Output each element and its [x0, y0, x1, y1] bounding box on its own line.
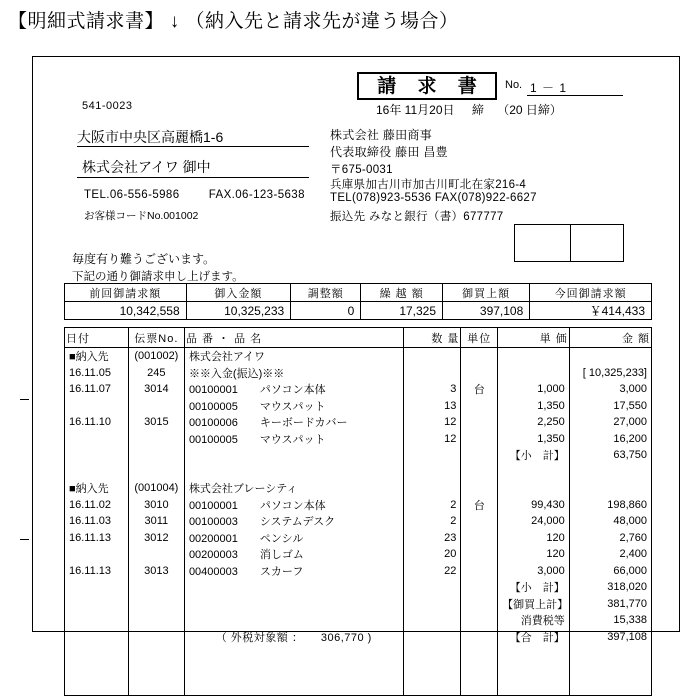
cell-price: 【御買上計】 — [498, 596, 570, 613]
cell-amount: 63,750 — [569, 447, 651, 464]
cell-date: 16.11.13 — [65, 563, 129, 580]
cell-slip — [128, 546, 184, 563]
detail-header-item: 品 番 ・ 品 名 — [184, 328, 403, 348]
cell-unit — [461, 579, 498, 596]
cell-slip: 3011 — [128, 513, 184, 530]
document-no-rule — [527, 95, 623, 96]
cell-slip — [128, 579, 184, 596]
recipient-tel: TEL.06-556-5986 — [84, 189, 180, 201]
cell-price — [498, 480, 570, 497]
cell-date: 16.11.05 — [65, 365, 129, 382]
cell-date: 16.11.03 — [65, 513, 129, 530]
detail-header-row — [65, 328, 652, 348]
cell-qty — [403, 365, 461, 382]
cell-slip — [128, 645, 184, 662]
recipient-zip: 541-0023 — [82, 100, 133, 112]
cell-item — [184, 596, 403, 613]
cell-slip: (001004) — [128, 480, 184, 497]
cell-unit — [461, 546, 498, 563]
table-row — [65, 431, 652, 448]
cell-slip — [128, 662, 184, 679]
cell-unit — [461, 464, 498, 481]
cell-item: 00100001 パソコン本体 — [184, 497, 403, 514]
cell-item: 00200003 消しゴム — [184, 546, 403, 563]
summary-header-cell: 調整額 — [291, 284, 361, 302]
cell-date — [65, 546, 129, 563]
detail-header-amount: 金 額 — [569, 328, 651, 348]
cell-price — [498, 662, 570, 679]
cell-slip: 3010 — [128, 497, 184, 514]
cell-item: 00100001 パソコン本体 — [184, 381, 403, 398]
cell-item — [184, 662, 403, 679]
cell-amount: 381,770 — [569, 596, 651, 613]
summary-value-cell: 397,108 — [443, 302, 530, 320]
issue-date: 16年 11月20日 — [376, 103, 455, 117]
cell-slip: (001002) — [128, 348, 184, 365]
recipient-name-rule — [77, 177, 309, 178]
cell-qty: 22 — [403, 563, 461, 580]
cell-unit — [461, 563, 498, 580]
cell-date: 16.11.13 — [65, 530, 129, 547]
cell-price: 2,250 — [498, 414, 570, 431]
cell-item: 00100005 マウスパット — [184, 398, 403, 415]
table-row — [65, 546, 652, 563]
cell-qty — [403, 464, 461, 481]
recipient-contact — [84, 189, 305, 201]
recipient-address: 大阪市中央区高麗橋1-6 — [77, 129, 224, 145]
issuer-zip: 〒675-0031 — [330, 164, 393, 176]
cell-unit — [461, 431, 498, 448]
table-row — [65, 678, 652, 695]
cell-date — [65, 662, 129, 679]
cell-item — [184, 447, 403, 464]
cell-item: 株式会社アイワ — [184, 348, 403, 365]
cell-qty: 20 — [403, 546, 461, 563]
cell-slip — [128, 678, 184, 695]
cell-price: 99,430 — [498, 497, 570, 514]
cell-item: 00100003 システムデスク — [184, 513, 403, 530]
cell-price: 【小 計】 — [498, 447, 570, 464]
cell-price — [498, 464, 570, 481]
cell-price — [498, 645, 570, 662]
table-row — [65, 563, 652, 580]
table-row — [65, 612, 652, 629]
summary-header-cell: 御入金額 — [186, 284, 291, 302]
cell-price: 1,350 — [498, 431, 570, 448]
cell-slip — [128, 629, 184, 646]
cell-price: 120 — [498, 546, 570, 563]
cell-date — [65, 596, 129, 613]
cell-unit — [461, 678, 498, 695]
issuer-address: 兵庫県加古川市加古川町北在家216-4 — [330, 179, 527, 191]
cell-amount: 66,000 — [569, 563, 651, 580]
cell-price — [498, 365, 570, 382]
cell-amount: 3,000 — [569, 381, 651, 398]
detail-header-date: 日付 — [65, 328, 129, 348]
table-row — [65, 480, 652, 497]
cell-qty — [403, 579, 461, 596]
cell-amount: 17,550 — [569, 398, 651, 415]
cell-unit — [461, 612, 498, 629]
cell-date — [65, 579, 129, 596]
cell-amount: 198,860 — [569, 497, 651, 514]
cell-amount: 15,338 — [569, 612, 651, 629]
table-row — [65, 596, 652, 613]
cell-price: 3,000 — [498, 563, 570, 580]
cell-date — [65, 612, 129, 629]
cell-unit — [461, 629, 498, 646]
cell-unit — [461, 414, 498, 431]
stamp-box — [514, 224, 624, 262]
summary-value-row — [65, 302, 652, 320]
stamp-box-divider — [570, 225, 571, 261]
crop-mark-left-1 — [20, 399, 29, 400]
summary-value-cell: 17,325 — [361, 302, 443, 320]
cell-date — [65, 431, 129, 448]
cell-qty — [403, 480, 461, 497]
cell-qty — [403, 447, 461, 464]
summary-value-cell: 0 — [291, 302, 361, 320]
cell-price: 消費税等 — [498, 612, 570, 629]
cell-qty: 12 — [403, 414, 461, 431]
cell-amount: 27,000 — [569, 414, 651, 431]
cell-slip: 3015 — [128, 414, 184, 431]
cell-price: 【小 計】 — [498, 579, 570, 596]
closing-label: 締 — [471, 103, 484, 117]
cell-item: 株式会社ブレーシティ — [184, 480, 403, 497]
recipient-address-rule — [77, 146, 309, 147]
cell-price: 24,000 — [498, 513, 570, 530]
document-no-label: No. — [505, 79, 523, 91]
table-row — [65, 348, 652, 365]
summary-header-cell: 御買上額 — [443, 284, 530, 302]
cell-item — [184, 464, 403, 481]
cell-item: 00100005 マウスパット — [184, 431, 403, 448]
detail-header-qty: 数 量 — [403, 328, 461, 348]
detail-table — [64, 327, 652, 696]
detail-header-unit: 単位 — [461, 328, 498, 348]
issuer-bank: 振込先 みなと銀行（書）677777 — [330, 211, 504, 223]
cell-unit — [461, 596, 498, 613]
cell-amount: 16,200 — [569, 431, 651, 448]
cell-qty — [403, 596, 461, 613]
detail-header-slip: 伝票No. — [128, 328, 184, 348]
cell-amount: [ 10,325,233] — [569, 365, 651, 382]
table-row — [65, 464, 652, 481]
table-row — [65, 497, 652, 514]
cell-item — [184, 579, 403, 596]
table-row — [65, 645, 652, 662]
detail-header-price: 単 価 — [498, 328, 570, 348]
summary-header-cell: 繰 越 額 — [361, 284, 443, 302]
summary-header-cell: 今回御請求額 — [530, 284, 652, 302]
summary-header-row — [65, 284, 652, 302]
cell-unit — [461, 447, 498, 464]
cell-unit — [461, 513, 498, 530]
cell-item: ※※入金(振込)※※ — [184, 365, 403, 382]
cell-price — [498, 348, 570, 365]
cell-qty — [403, 678, 461, 695]
cell-item: 00100006 キーボードカバー — [184, 414, 403, 431]
summary-value-cell: 10,325,233 — [186, 302, 291, 320]
cell-amount — [569, 480, 651, 497]
cell-qty: 3 — [403, 381, 461, 398]
cell-item — [184, 645, 403, 662]
issue-date-line — [376, 101, 562, 118]
cell-date — [65, 678, 129, 695]
cell-slip — [128, 398, 184, 415]
cell-amount — [569, 678, 651, 695]
cell-unit: 台 — [461, 497, 498, 514]
cell-slip: 3013 — [128, 563, 184, 580]
cell-unit — [461, 398, 498, 415]
recipient-fax: FAX.06-123-5638 — [208, 189, 305, 201]
cell-price: 120 — [498, 530, 570, 547]
table-row — [65, 381, 652, 398]
cell-slip — [128, 612, 184, 629]
cell-date: 16.11.02 — [65, 497, 129, 514]
document-no-value: 1 － 1 — [530, 81, 568, 95]
cell-date — [65, 447, 129, 464]
detail-body — [65, 348, 652, 696]
cell-unit — [461, 530, 498, 547]
cell-qty: 23 — [403, 530, 461, 547]
cell-date — [65, 464, 129, 481]
cell-price: 1,350 — [498, 398, 570, 415]
table-row — [65, 579, 652, 596]
cell-unit — [461, 480, 498, 497]
table-row — [65, 398, 652, 415]
summary-header-cell: 前回御請求額 — [65, 284, 187, 302]
summary-value-cell: 10,342,558 — [65, 302, 187, 320]
cell-amount: 2,760 — [569, 530, 651, 547]
recipient-name: 株式会社アイワ 御中 — [82, 159, 211, 175]
cell-qty — [403, 612, 461, 629]
issuer-representative: 代表取締役 藤田 昌豊 — [330, 145, 448, 159]
greeting-line-1: 毎度有り難うございます。 — [72, 252, 216, 266]
cell-date — [65, 629, 129, 646]
cell-item: 00400003 スカーフ — [184, 563, 403, 580]
cell-item: 00200001 ペンシル — [184, 530, 403, 547]
cell-date — [65, 645, 129, 662]
cell-price — [498, 678, 570, 695]
cell-amount: 2,400 — [569, 546, 651, 563]
page-title: 【明細式請求書】 ↓ （納入先と請求先が違う場合） — [8, 11, 459, 32]
cell-slip — [128, 596, 184, 613]
cell-amount: 318,020 — [569, 579, 651, 596]
summary-value-cell: ￥414,433 — [530, 302, 652, 320]
cell-qty: 13 — [403, 398, 461, 415]
cell-item: （ 外税対象額 ： 306,770 ) — [184, 629, 403, 646]
cell-slip — [128, 447, 184, 464]
cell-amount — [569, 464, 651, 481]
cell-qty: 12 — [403, 431, 461, 448]
cell-item — [184, 678, 403, 695]
cell-unit — [461, 365, 498, 382]
cell-slip: 245 — [128, 365, 184, 382]
issuer-company: 株式会社 藤田商事 — [330, 128, 433, 142]
cell-qty — [403, 629, 461, 646]
cell-slip: 3014 — [128, 381, 184, 398]
cell-item — [184, 612, 403, 629]
cell-unit — [461, 662, 498, 679]
document-title: 請 求 書 — [357, 72, 497, 100]
cell-amount — [569, 662, 651, 679]
cell-date — [65, 398, 129, 415]
cell-amount: 397,108 — [569, 629, 651, 646]
greeting-line-2: 下記の通り御請求申し上げます。 — [72, 271, 244, 283]
summary-table — [64, 283, 652, 320]
cell-qty: 2 — [403, 497, 461, 514]
table-row — [65, 414, 652, 431]
cell-date: 16.11.07 — [65, 381, 129, 398]
cell-date: 16.11.10 — [65, 414, 129, 431]
cell-date: ■納入先 — [65, 348, 129, 365]
closing-note: （20 日締） — [497, 103, 562, 117]
cell-amount — [569, 645, 651, 662]
cell-qty — [403, 645, 461, 662]
cell-unit — [461, 645, 498, 662]
cell-slip — [128, 431, 184, 448]
cell-slip: 3012 — [128, 530, 184, 547]
table-row — [65, 530, 652, 547]
table-row — [65, 629, 652, 646]
table-row — [65, 513, 652, 530]
cell-unit: 台 — [461, 381, 498, 398]
cell-price: 【合 計】 — [498, 629, 570, 646]
customer-code: お客様コードNo.001002 — [84, 210, 199, 222]
cell-amount: 48,000 — [569, 513, 651, 530]
cell-qty — [403, 662, 461, 679]
table-row — [65, 365, 652, 382]
issuer-telfax: TEL(078)923-5536 FAX(078)922-6627 — [330, 192, 537, 204]
table-row — [65, 447, 652, 464]
cell-price: 1,000 — [498, 381, 570, 398]
cell-slip — [128, 464, 184, 481]
cell-qty — [403, 348, 461, 365]
cell-amount — [569, 348, 651, 365]
cell-date: ■納入先 — [65, 480, 129, 497]
crop-mark-left-2 — [20, 539, 29, 540]
table-row — [65, 662, 652, 679]
cell-qty: 2 — [403, 513, 461, 530]
cell-unit — [461, 348, 498, 365]
